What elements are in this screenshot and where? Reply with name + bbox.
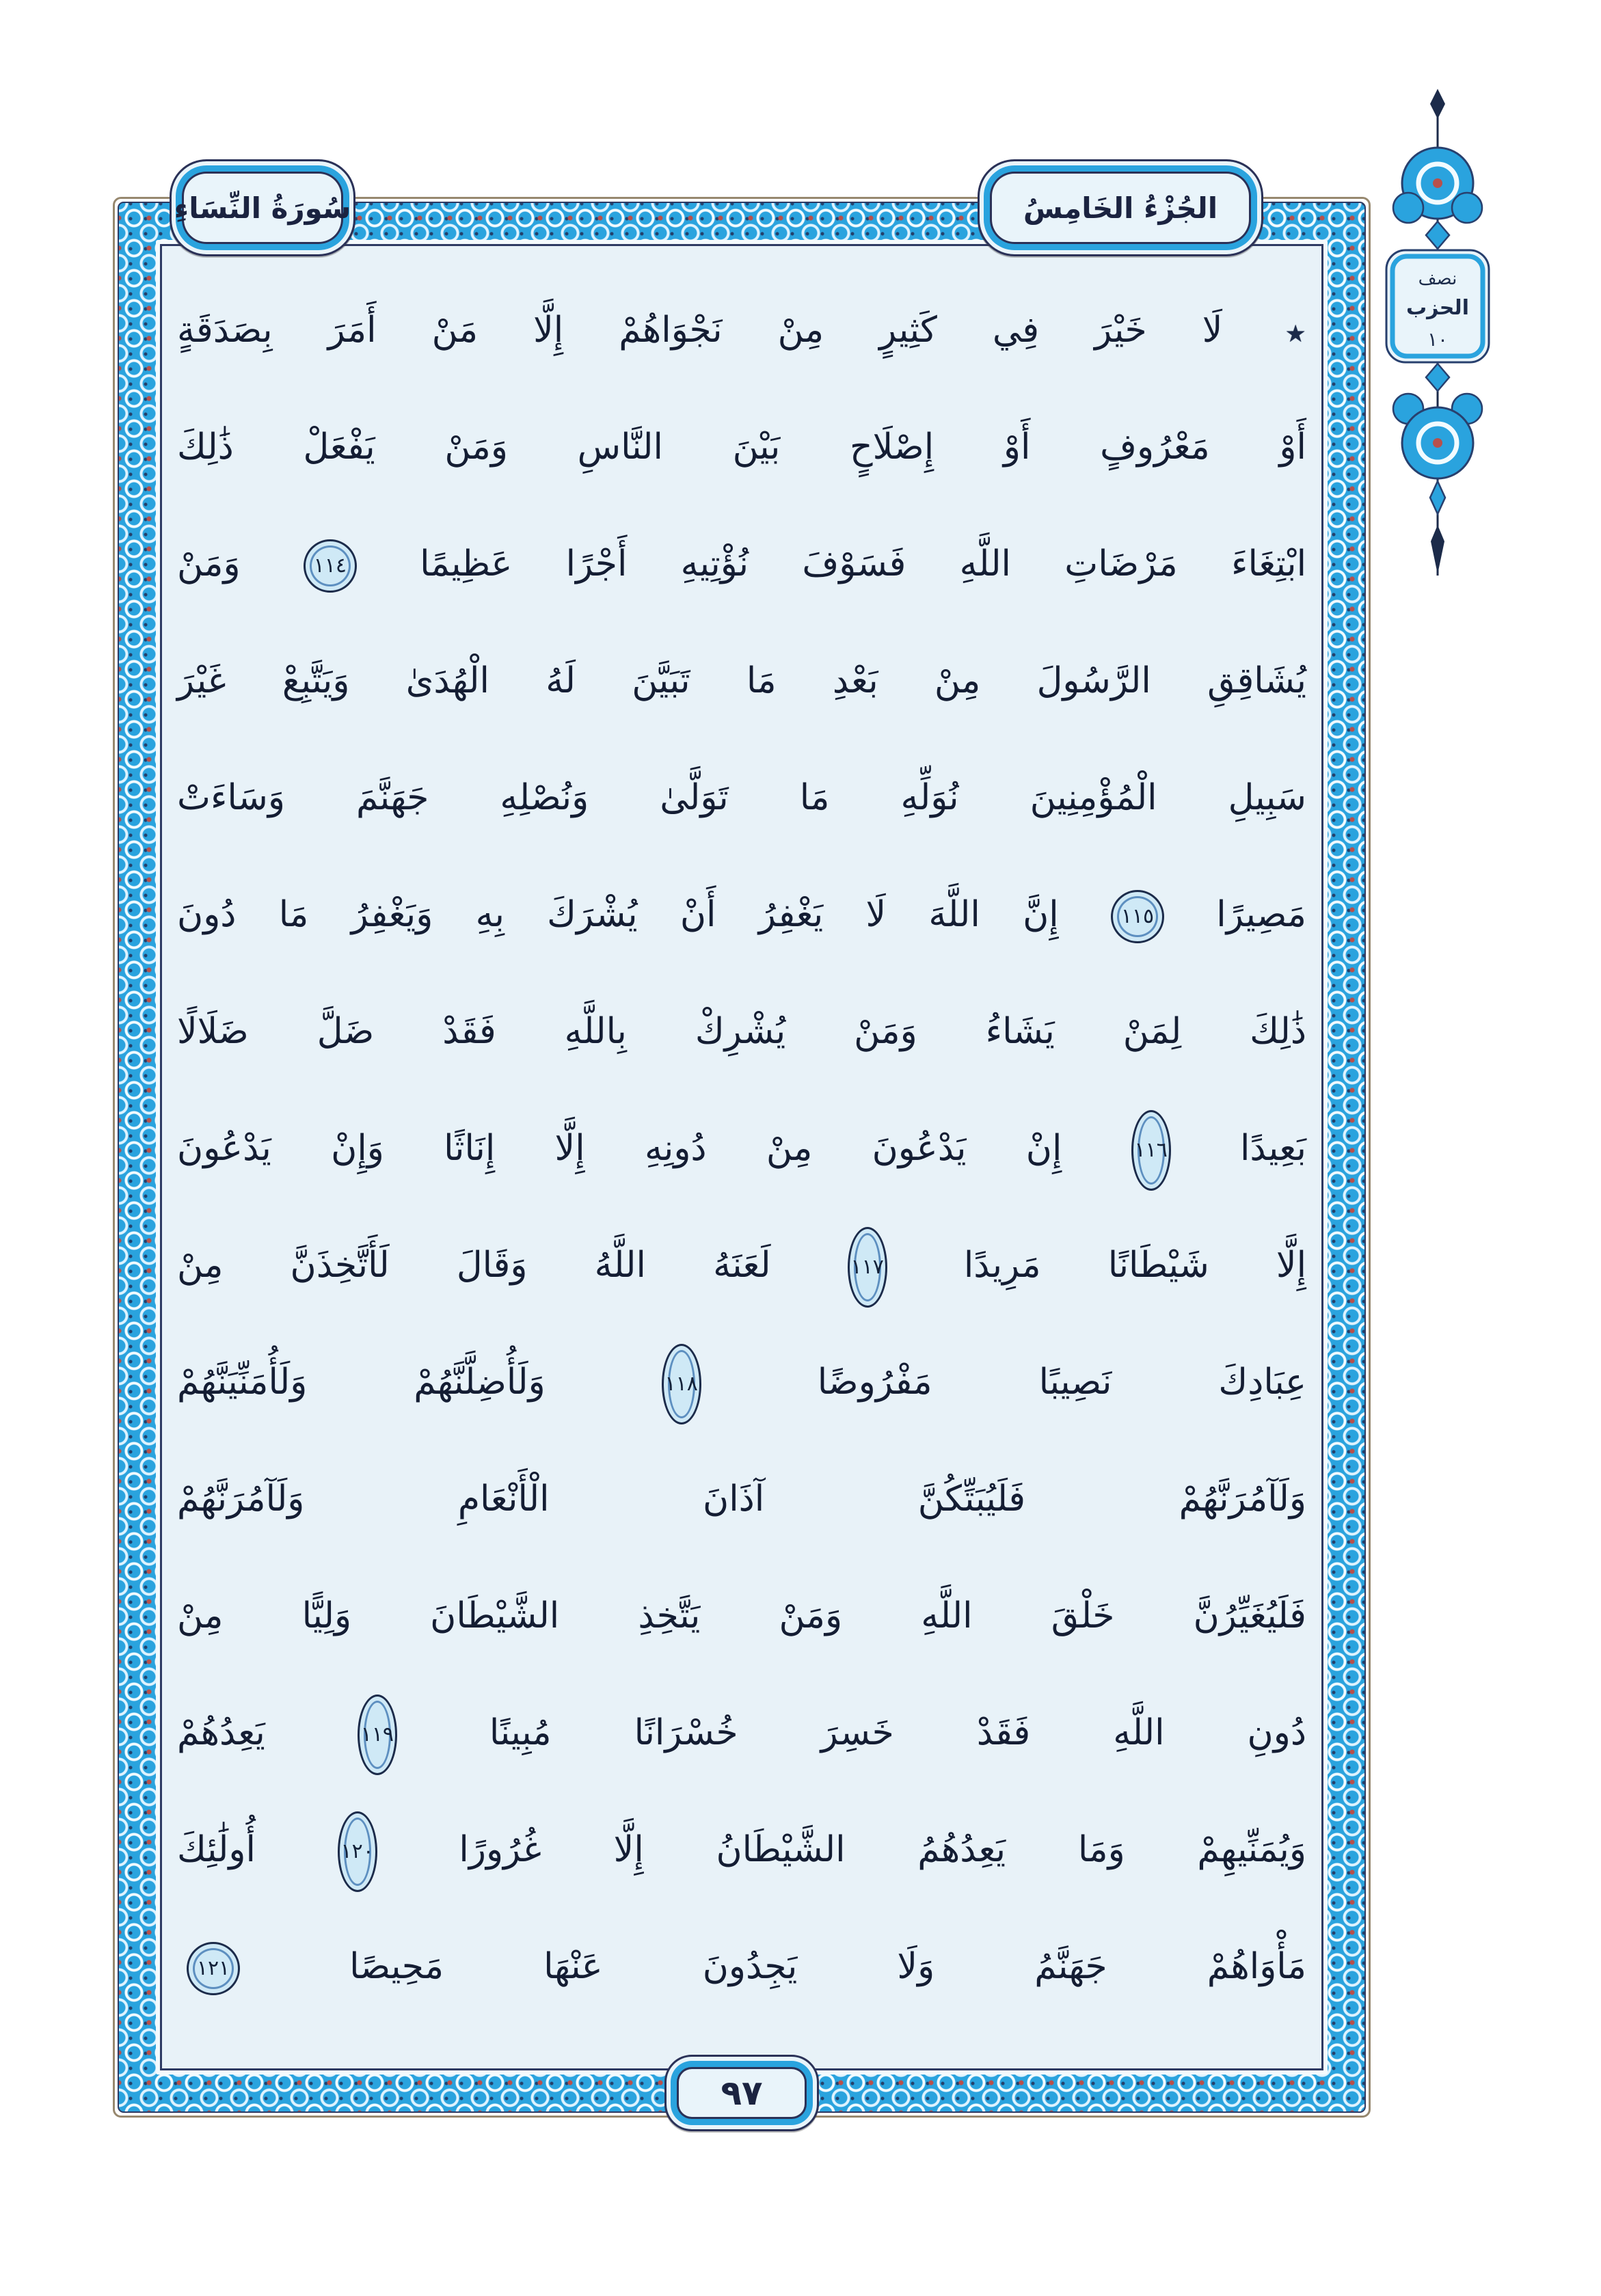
quran-line xyxy=(177,1090,1306,1207)
page-number: ٩٧ xyxy=(721,2073,763,2113)
ayah-text: فَلَيُغَيِّرُنَّ خَلْقَ اللَّهِ وَمَنْ يَتَّخِذِ الشَّيْطَانَ وَلِيًّا مِنْ xyxy=(177,1595,1306,1636)
surah-title-cartouche xyxy=(170,159,355,256)
ayah-text: لَا خَيْرَ فِي كَثِيرٍ مِنْ نَجْوَاهُمْ إِلَّا مَنْ أَمَرَ بِصَدَقَةٍ xyxy=(177,310,1223,351)
verse-marker: ١٢١ xyxy=(187,1942,240,1995)
ornamental-border-band xyxy=(118,202,1366,2113)
verse-marker: ١١٥ xyxy=(1111,890,1164,943)
verse-marker: ١١٧ xyxy=(848,1227,887,1308)
page-frame xyxy=(113,197,1371,2118)
verse-marker: ١١٩ xyxy=(358,1694,397,1775)
ayah-text: وَلَأُضِلَّنَّهُمْ وَلَأُمَنِّيَنَّهُمْ xyxy=(177,1362,546,1403)
hizb-note-bottom: ١٠ xyxy=(1427,328,1449,351)
quran-line xyxy=(177,623,1306,740)
quran-line xyxy=(177,506,1306,623)
ayah-text: لَعَنَهُ اللَّهُ وَقَالَ لَأَتَّخِذَنَّ مِنْ xyxy=(177,1245,771,1286)
ayah-text: مَأْوَاهُمْ جَهَنَّمُ وَلَا يَجِدُونَ عَنْهَا مَحِيصًا xyxy=(349,1946,1307,1987)
juz-title: الجُزْءُ الخَامِسُ xyxy=(1023,191,1218,225)
rub-el-hizb-icon: ٭ xyxy=(1284,308,1306,355)
verse-marker: ١١٨ xyxy=(662,1344,701,1424)
ayah-text: ابْتِغَاءَ مَرْضَاتِ اللَّهِ فَسَوْفَ نُؤْتِيهِ أَجْرًا عَظِيمًا xyxy=(420,543,1307,584)
juz-title-cartouche xyxy=(978,159,1263,256)
quran-line xyxy=(177,1207,1306,1324)
quran-line xyxy=(177,1558,1306,1675)
surah-title: سُورَةُ النِّسَاءِ xyxy=(174,191,351,225)
ayah-text: إِنْ يَدْعُونَ مِنْ دُونِهِ إِلَّا إِنَاثًا وَإِنْ يَدْعُونَ xyxy=(177,1128,1062,1169)
quran-text-block xyxy=(162,246,1321,2068)
ayah-text: إِلَّا شَيْطَانًا مَرِيدًا xyxy=(963,1245,1307,1286)
ayah-text: أَوْ مَعْرُوفٍ أَوْ إِصْلَاحٍ بَيْنَ النَّاسِ وَمَنْ يَفْعَلْ ذَٰلِكَ xyxy=(177,427,1306,468)
ayah-text: بَعِيدًا xyxy=(1239,1128,1306,1169)
hizb-note-box xyxy=(1386,250,1489,362)
quran-line xyxy=(177,389,1306,506)
ayah-text: عِبَادِكَ نَصِيبًا مَفْرُوضًا xyxy=(817,1362,1306,1403)
quran-line xyxy=(177,1324,1306,1441)
quran-line xyxy=(177,1908,1306,2025)
quran-line xyxy=(177,1675,1306,1792)
bottom-finial-icon xyxy=(1431,525,1444,574)
ayah-text: وَلَآمُرَنَّهُمْ فَلَيُبَتِّكُنَّ آذَانَ الْأَنْعَامِ وَلَآمُرَنَّهُمْ xyxy=(177,1478,1306,1520)
ayah-text: وَيُمَنِّيهِمْ وَمَا يَعِدُهُمُ الشَّيْطَانُ إِلَّا غُرُورًا xyxy=(459,1829,1307,1870)
upper-bud-ornament-icon xyxy=(1393,148,1482,249)
ayah-text: دُونِ اللَّهِ فَقَدْ خَسِرَ خُسْرَانًا مُبِينًا xyxy=(489,1712,1307,1753)
ayah-text: يُشَاقِقِ الرَّسُولَ مِنْ بَعْدِ مَا تَبَيَّنَ لَهُ الْهُدَىٰ وَيَتَّبِعْ غَيْرَ xyxy=(177,660,1306,701)
ayah-text: ذَٰلِكَ لِمَنْ يَشَاءُ وَمَنْ يُشْرِكْ بِاللَّهِ فَقَدْ ضَلَّ ضَلَالًا xyxy=(177,1011,1306,1052)
verse-marker: ١٢٠ xyxy=(338,1811,377,1892)
text-panel xyxy=(160,244,1323,2070)
ayah-text: وَمَنْ xyxy=(177,543,241,584)
hizb-medallion xyxy=(1373,87,1503,580)
quran-line xyxy=(177,856,1306,973)
quran-line xyxy=(177,1792,1306,1908)
verse-marker: ١١٤ xyxy=(304,539,357,593)
hizb-note-top: نصف xyxy=(1418,269,1457,289)
quran-line xyxy=(177,740,1306,856)
ayah-text: إِنَّ اللَّهَ لَا يَغْفِرُ أَنْ يُشْرَكَ بِهِ وَيَغْفِرُ مَا دُونَ xyxy=(177,894,1059,935)
ayah-text: يَعِدُهُمْ xyxy=(177,1712,265,1753)
page-number-cartouche xyxy=(664,2055,819,2131)
border-inner-gap xyxy=(156,240,1328,2075)
quran-line xyxy=(177,973,1306,1090)
hizb-note-middle: الحزب xyxy=(1406,296,1469,320)
lower-bud-ornament-icon xyxy=(1393,364,1482,514)
ayah-text: سَبِيلِ الْمُؤْمِنِينَ نُوَلِّهِ مَا تَوَلَّىٰ وَنُصْلِهِ جَهَنَّمَ وَسَاءَتْ xyxy=(177,777,1306,818)
quran-line xyxy=(177,272,1306,389)
ayah-text: أُولَٰئِكَ xyxy=(177,1829,256,1870)
quran-line xyxy=(177,1441,1306,1558)
top-finial-icon xyxy=(1430,89,1445,119)
verse-marker: ١١٦ xyxy=(1131,1110,1171,1191)
ayah-text: مَصِيرًا xyxy=(1216,894,1307,935)
